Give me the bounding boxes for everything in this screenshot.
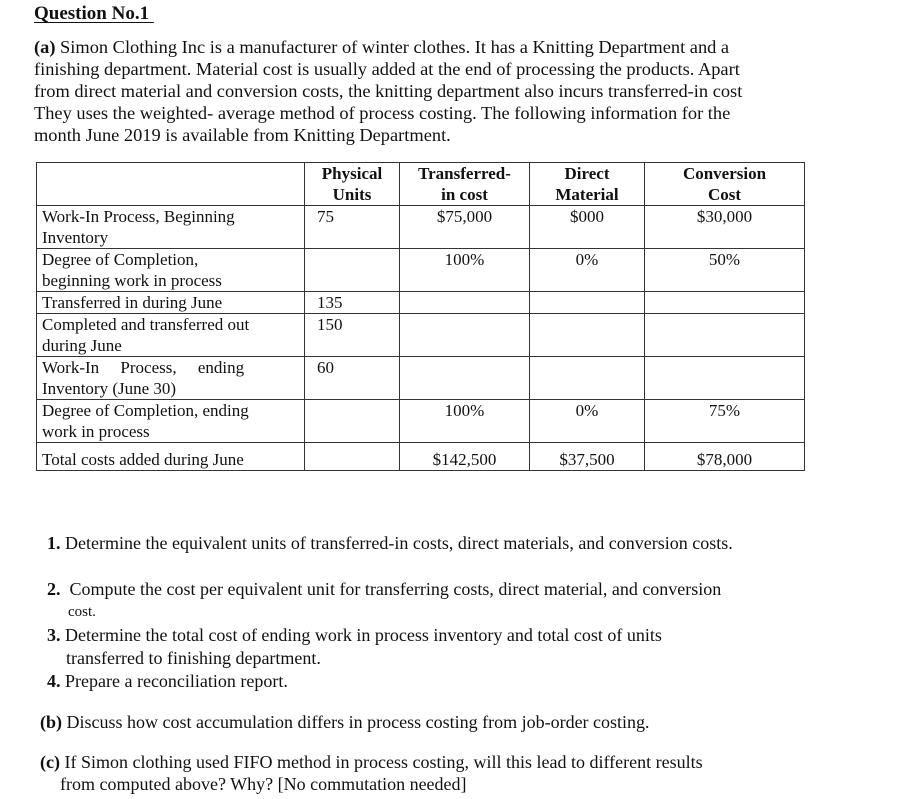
cell-material: $000 [530, 206, 645, 249]
cell-units [305, 400, 400, 443]
part-b: (b) Discuss how cost accumulation differs in process costing from job-order costing. [40, 712, 650, 732]
table-row [37, 206, 805, 249]
cell-conversion: 50% [645, 249, 805, 292]
table-row [37, 443, 805, 471]
row-label: Completed and transferred out during June [37, 314, 305, 357]
cell-material: 0% [530, 249, 645, 292]
cell-conversion: 75% [645, 400, 805, 443]
row-label: Transferred in during June [37, 292, 305, 314]
intro-line: from direct material and conversion costs, the knitting department also incurs transferred-in cost [34, 81, 743, 101]
cell-material: $37,500 [530, 443, 645, 471]
part-a-label: (a) [34, 37, 56, 57]
header-transferred-in-cost: Transferred- in cost [400, 163, 530, 206]
row-label: Degree of Completion, beginning work in process [37, 249, 305, 292]
question-4: 4. Prepare a reconciliation report. [47, 671, 288, 691]
cell-units: 75 [305, 206, 400, 249]
question-1: 1. Determine the equivalent units of transferred-in costs, direct materials, and conversion costs. [47, 533, 733, 553]
header-conversion-cost: Conversion Cost [645, 163, 805, 206]
process-costing-table [36, 162, 805, 471]
intro-line: finishing department. Material cost is usually added at the end of processing the products. Apart [34, 59, 740, 79]
header-physical-units: Physical Units [305, 163, 400, 206]
cell-transferred: $75,000 [400, 206, 530, 249]
question-3-continued: transferred to finishing department. [66, 648, 321, 668]
cell-transferred: $142,500 [400, 443, 530, 471]
cell-transferred [400, 357, 530, 400]
cell-transferred [400, 314, 530, 357]
cell-material [530, 314, 645, 357]
table-row [37, 292, 805, 314]
cell-units: 150 [305, 314, 400, 357]
row-label: Work-In Process, Beginning Inventory [37, 206, 305, 249]
cell-transferred: 100% [400, 400, 530, 443]
cell-conversion [645, 357, 805, 400]
question-3: 3. Determine the total cost of ending work in process inventory and total cost of units [47, 625, 662, 645]
table-row [37, 314, 805, 357]
cell-conversion: $30,000 [645, 206, 805, 249]
intro-line-text: Simon Clothing Inc is a manufacturer of winter clothes. It has a Knitting Department and a [55, 37, 730, 57]
intro-line [34, 36, 834, 58]
cell-conversion [645, 314, 805, 357]
cell-units: 135 [305, 292, 400, 314]
cell-material [530, 357, 645, 400]
cell-material: 0% [530, 400, 645, 443]
cell-conversion: $78,000 [645, 443, 805, 471]
cell-material [530, 292, 645, 314]
header-direct-material: Direct Material [530, 163, 645, 206]
row-label: Total costs added during June [37, 443, 305, 471]
table-row [37, 357, 805, 400]
intro-paragraph [34, 36, 834, 146]
intro-line: They uses the weighted- average method of process costing. The following information for the [34, 103, 731, 123]
row-label: Work-In Process, ending Inventory (June 30) [37, 357, 305, 400]
table-row [37, 400, 805, 443]
row-label: Degree of Completion, ending work in process [37, 400, 305, 443]
header-blank [37, 163, 305, 206]
table-row [37, 249, 805, 292]
cell-units: 60 [305, 357, 400, 400]
part-c: (c) If Simon clothing used FIFO method in process costing, will this lead to different results [40, 752, 703, 772]
cell-transferred: 100% [400, 249, 530, 292]
part-c-continued: from computed above? Why? [No commutation needed] [60, 774, 467, 794]
cell-units [305, 249, 400, 292]
cell-transferred [400, 292, 530, 314]
question-2-continued: cost. [68, 604, 96, 620]
cell-conversion [645, 292, 805, 314]
table-header-row [37, 163, 805, 206]
question-title: Question No.1 [34, 3, 154, 24]
cell-units [305, 443, 400, 471]
question-2: 2. Compute the cost per equivalent unit for transferring costs, direct material, and conversion [47, 579, 722, 599]
intro-line: month June 2019 is available from Knitting Department. [34, 125, 451, 145]
